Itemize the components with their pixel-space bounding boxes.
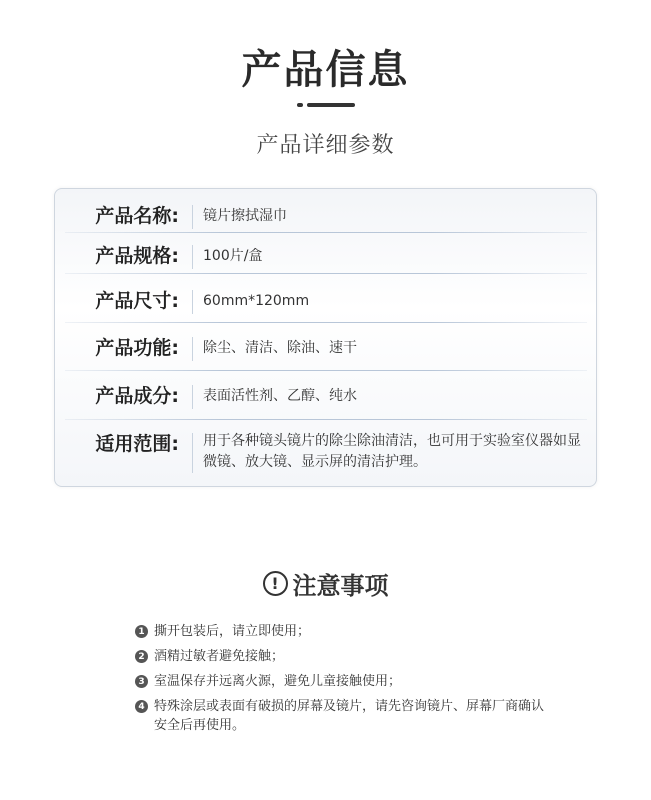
info-value: 用于各种镜头镜片的除尘除油清洁，也可用于实验室仪器如显微镜、放大镜、显示屏的清洁护理。 — [203, 433, 581, 470]
notice-heading — [0, 566, 651, 601]
row-divider — [192, 290, 193, 314]
notice-list — [135, 622, 555, 741]
notice-text: 室温保存并远离火源，避免儿童接触使用； — [154, 674, 402, 689]
notice-text: 酒精过敏者避免接触； — [154, 649, 285, 664]
notice-text: 撕开包装后，请立即使用； — [154, 624, 311, 639]
number-badge-icon: 2 — [135, 650, 148, 663]
row-divider — [192, 433, 193, 473]
info-label: 适用范围: — [95, 433, 179, 455]
info-row-function — [55, 333, 598, 363]
info-value: 表面活性剂、乙醇、纯水 — [203, 388, 357, 404]
exclamation-icon: ! — [263, 571, 288, 596]
list-item — [135, 647, 555, 666]
info-label: 产品成分: — [95, 385, 179, 407]
info-label: 产品规格: — [95, 245, 179, 267]
info-row-name — [55, 201, 598, 231]
info-row-ingredients — [55, 381, 598, 411]
row-divider — [192, 205, 193, 229]
list-item — [135, 622, 555, 641]
info-value: 100片/盒 — [203, 248, 263, 264]
row-separator — [65, 419, 587, 420]
number-badge-icon: 3 — [135, 675, 148, 688]
row-divider — [192, 385, 193, 409]
row-separator — [65, 370, 587, 371]
info-row-size — [55, 286, 598, 316]
info-row-spec — [55, 241, 598, 271]
notice-text: 特殊涂层或表面有破损的屏幕及镜片，请先咨询镜片、屏幕厂商确认安全后再使用。 — [154, 699, 545, 733]
notice-title: 注意事项 — [292, 572, 389, 600]
info-value: 镜片擦拭湿巾 — [203, 208, 287, 224]
row-divider — [192, 245, 193, 269]
page-subtitle: 产品详细参数 — [256, 133, 395, 158]
row-separator — [65, 232, 587, 233]
underline-dot — [297, 103, 303, 107]
number-badge-icon: 1 — [135, 625, 148, 638]
info-row-scope — [55, 429, 598, 475]
info-value: 除尘、清洁、除油、速干 — [203, 340, 357, 356]
row-divider — [192, 337, 193, 361]
list-item — [135, 697, 555, 735]
info-label: 产品尺寸: — [95, 290, 179, 312]
underline-bar — [307, 103, 355, 107]
number-badge-icon: 4 — [135, 700, 148, 713]
info-label: 产品名称: — [95, 205, 179, 227]
product-info-table — [54, 188, 597, 487]
list-item — [135, 672, 555, 691]
row-separator — [65, 322, 587, 323]
info-label: 产品功能: — [95, 337, 179, 359]
page-title: 产品信息 — [241, 47, 410, 93]
title-underline — [297, 103, 355, 107]
row-separator — [65, 273, 587, 274]
info-value: 60mm*120mm — [203, 293, 310, 309]
